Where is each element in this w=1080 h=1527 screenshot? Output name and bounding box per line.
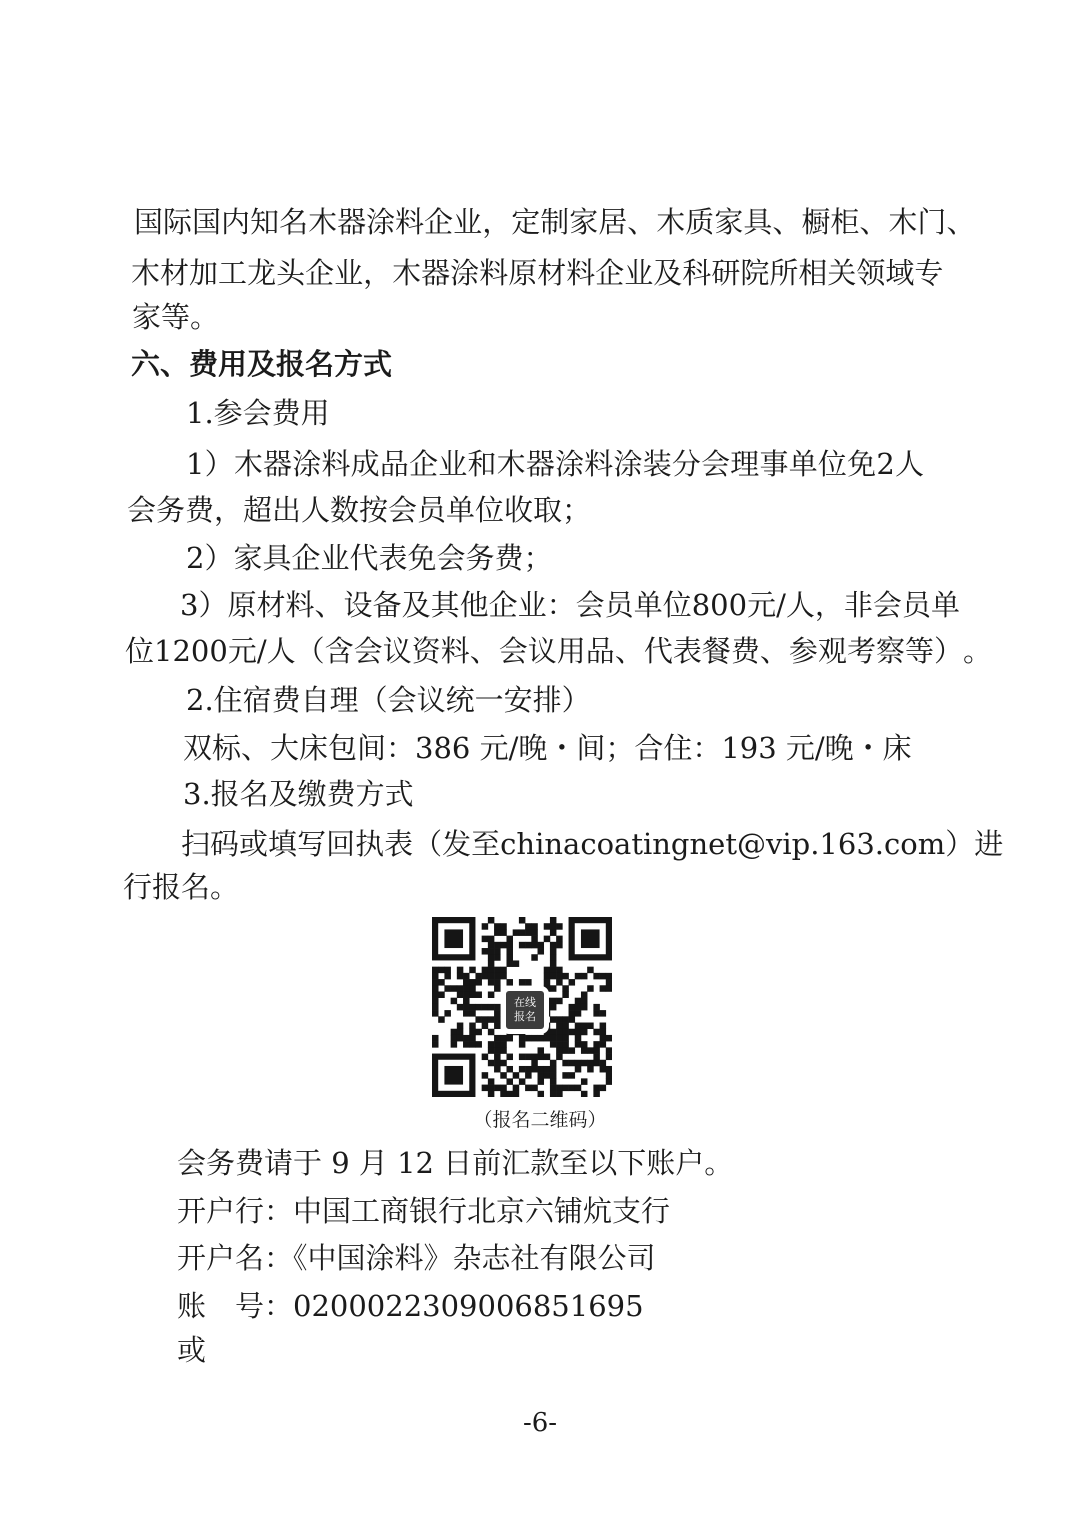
intro-line-1: 国 际 国 内 知 名 木 器 涂 料 企 业 ， 定 制 家 居 、 木 质 家 具 、 橱 柜 、 木 门 、 [134, 205, 976, 239]
bank-name: 开户行：中国工商银行北京六铺炕支行 [177, 1194, 671, 1228]
intro-line-2: 木 材 加 工 龙 头 企 业 ， 木 器 涂 料 原 材 料 企 业 及 科 研 院 所 相 关 领 域 专 [131, 256, 944, 290]
qr-caption: （报名二维码） [473, 1109, 607, 1131]
section-heading: 六、费用及报名方式 [131, 347, 393, 381]
account-number: 账 号：0200022309006851695 [177, 1289, 644, 1323]
qr-badge-line-2: 报名 [514, 1010, 536, 1023]
registration-line-1: 扫 码 或 填 写 回 执 表 （ 发 至 chinacoatingnet@vip.163.com ） 进 [181, 827, 1004, 861]
registration-line-2: 行报名。 [123, 870, 240, 904]
fees-item3-line1: 3 ） 原 材 料 、 设 备 及 其 他 企 业 ： 会 员 单 位 800 元 / 人 ， 非 会 员 单 [180, 588, 960, 622]
page-number: -6- [522, 1408, 558, 1438]
lodging-detail: 双标、大床包间：386 元/晚・间；合住：193 元/晚・床 [183, 731, 912, 765]
fees-item1-line2: 会务费，超出人数按会员单位收取； [127, 493, 592, 527]
intro-line-3: 家等。 [132, 300, 220, 334]
fees-item3-line2: 位 1200 元 / 人 （ 含 会 议 资 料 、 会 议 用 品 、 代 表 餐 费 、 参 观 考 察 等 ） 。 [125, 634, 993, 668]
fees-item2: 2）家具企业代表免会务费； [186, 541, 553, 575]
payment-deadline: 会务费请于 9 月 12 日前汇款至以下账户。 [177, 1146, 734, 1180]
lodging-title: 2.住宿费自理（会议统一安排） [186, 683, 591, 717]
payment-or: 或 [177, 1333, 207, 1367]
qr-badge-line-1: 在线 [514, 996, 536, 1009]
account-name: 开户名：《中国涂料》杂志社有限公司 [177, 1241, 656, 1275]
qr-badge [504, 989, 546, 1031]
fees-title: 1.参会费用 [186, 396, 330, 430]
registration-title: 3.报名及缴费方式 [183, 777, 414, 811]
fees-item1-line1: 1 ） 木 器 涂 料 成 品 企 业 和 木 器 涂 料 涂 装 分 会 理 事 单 位 免 2 人 [186, 447, 924, 481]
